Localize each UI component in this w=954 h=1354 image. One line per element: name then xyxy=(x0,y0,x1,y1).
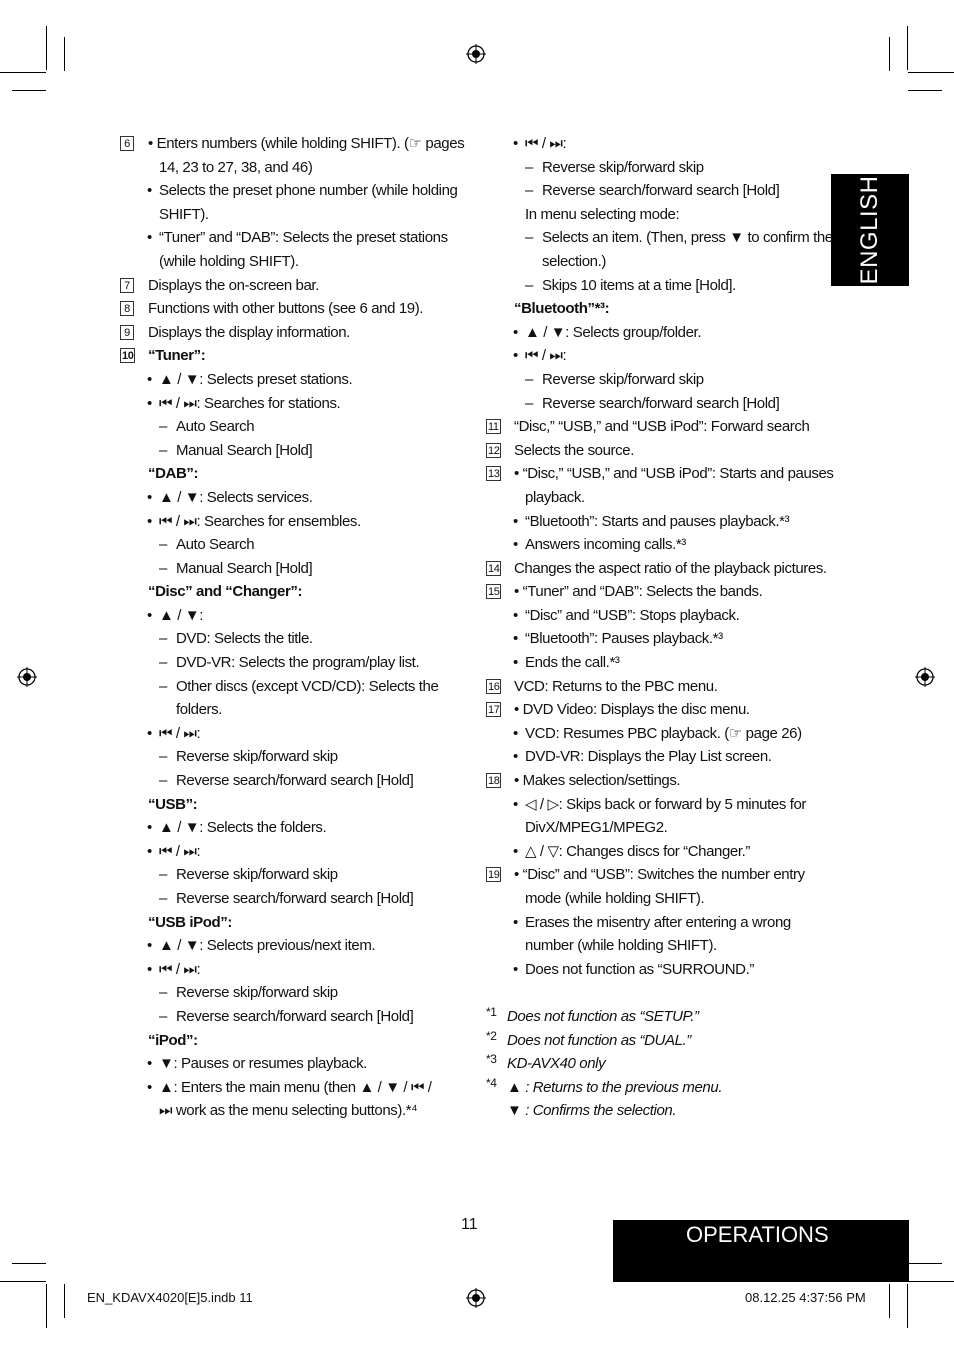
line-text: playback. xyxy=(525,488,585,506)
footer-timestamp: 08.12.25 4:37:56 PM xyxy=(745,1290,866,1305)
text-line xyxy=(486,793,826,817)
text-line xyxy=(120,1052,465,1076)
crop-mark xyxy=(0,72,46,73)
text-line xyxy=(120,934,465,958)
text-line xyxy=(120,1005,465,1029)
text-line xyxy=(120,840,465,864)
text-line xyxy=(486,274,826,298)
text-line xyxy=(120,745,465,769)
line-text: ⏮ / ⏭: xyxy=(525,347,567,365)
line-text: folders. xyxy=(176,701,222,719)
line-text: ▲ / ▼: Selects services. xyxy=(159,488,313,506)
crop-mark xyxy=(907,26,908,70)
text-line xyxy=(486,321,826,345)
text-line xyxy=(486,156,826,180)
line-text: Functions with other buttons (see 6 and 19). xyxy=(148,300,424,318)
text-line xyxy=(486,887,826,911)
text-line xyxy=(120,226,465,250)
page-number: 11 xyxy=(461,1216,478,1233)
text-line xyxy=(486,840,826,864)
text-line xyxy=(486,1052,826,1076)
crop-mark xyxy=(908,90,942,91)
right-column xyxy=(486,132,834,1123)
item-number-box: 14 xyxy=(488,562,500,575)
line-text: Other discs (except VCD/CD): Selects the xyxy=(176,677,439,695)
text-line xyxy=(486,533,826,557)
line-text: In menu selecting mode: xyxy=(525,205,680,223)
text-line xyxy=(486,722,826,746)
line-text: Selects the preset phone number (while holding xyxy=(159,182,458,200)
item-number-box: 12 xyxy=(488,444,500,457)
text-line xyxy=(486,297,826,321)
text-line xyxy=(120,486,465,510)
text-line xyxy=(120,1029,465,1053)
footnote-marker: *1 xyxy=(486,1004,497,1019)
left-column xyxy=(120,132,465,1123)
line-text: “Disc” and “Changer”: xyxy=(148,583,303,601)
text-line xyxy=(486,627,826,651)
text-line xyxy=(120,911,465,935)
line-text: Does not function as “DUAL.” xyxy=(507,1031,691,1049)
text-line xyxy=(486,1099,826,1123)
text-line xyxy=(120,462,465,486)
line-text: SHIFT). xyxy=(159,205,209,223)
line-text: “USB iPod”: xyxy=(148,913,232,931)
line-text: ▲ : Returns to the previous menu. xyxy=(507,1078,723,1096)
line-text: KD-AVX40 only xyxy=(507,1055,606,1073)
registration-mark-icon xyxy=(466,1288,486,1308)
crop-mark xyxy=(64,37,65,71)
line-text: △ / ▽: Changes discs for “Changer.” xyxy=(525,842,751,860)
line-text: Displays the on-screen bar. xyxy=(148,276,319,294)
text-line xyxy=(486,486,826,510)
line-text: “Bluetooth”: Pauses playback.*³ xyxy=(525,630,723,648)
text-line xyxy=(120,344,465,368)
line-text: “Bluetooth”*³: xyxy=(514,300,610,318)
text-line xyxy=(486,557,826,581)
line-text: • “Disc” and “USB”: Switches the number entry xyxy=(514,866,805,884)
line-text: Answers incoming calls.*³ xyxy=(525,536,686,554)
line-text: • Makes selection/settings. xyxy=(514,772,681,790)
text-line xyxy=(120,958,465,982)
language-tab-label: ENGLISH xyxy=(856,175,883,285)
text-line xyxy=(120,321,465,345)
text-line xyxy=(120,1099,465,1123)
item-number-box: 11 xyxy=(488,421,499,434)
line-text: Manual Search [Hold] xyxy=(176,559,313,577)
text-line xyxy=(486,226,833,250)
line-text: “Disc” and “USB”: Stops playback. xyxy=(525,606,740,624)
text-line xyxy=(120,722,465,746)
text-line xyxy=(120,203,465,227)
line-text: Changes the aspect ratio of the playback pictures. xyxy=(514,559,827,577)
text-line xyxy=(120,604,465,628)
text-line xyxy=(120,392,465,416)
line-text: ▼: Pauses or resumes playback. xyxy=(159,1055,367,1073)
line-text: VCD: Resumes PBC playback. (☞ page 26) xyxy=(525,724,802,742)
text-line xyxy=(120,887,465,911)
crop-mark xyxy=(0,1281,46,1282)
item-number-box: 6 xyxy=(120,136,134,151)
text-line xyxy=(486,863,826,887)
line-text: “Tuner”: xyxy=(148,347,206,365)
text-line xyxy=(486,1076,826,1100)
line-text: “iPod”: xyxy=(148,1031,198,1049)
item-number-box: 9 xyxy=(120,325,134,340)
item-number-box: 18 xyxy=(488,775,500,788)
line-text: Skips 10 items at a time [Hold]. xyxy=(542,276,736,294)
item-number-box: 15 xyxy=(488,586,500,599)
line-text: Reverse search/forward search [Hold] xyxy=(542,182,780,200)
text-line xyxy=(120,510,465,534)
footnote-marker: *2 xyxy=(486,1028,497,1043)
line-text: ▲ / ▼: xyxy=(159,606,203,624)
language-tab xyxy=(831,174,909,286)
crop-mark xyxy=(46,26,47,70)
section-tab-label: OPERATIONS xyxy=(686,1222,829,1247)
text-line xyxy=(486,179,826,203)
footnote-marker: *3 xyxy=(486,1052,497,1067)
text-line xyxy=(486,462,834,486)
text-line xyxy=(120,816,465,840)
line-text: ⏮ / ⏭: Searches for ensembles. xyxy=(159,512,361,530)
line-text: Auto Search xyxy=(176,536,255,554)
text-line xyxy=(486,816,826,840)
line-text: Reverse search/forward search [Hold] xyxy=(176,772,414,790)
text-line xyxy=(486,981,826,1005)
line-text: Selects the source. xyxy=(514,441,634,459)
line-text: ⏮ / ⏭: xyxy=(159,724,201,742)
text-line xyxy=(120,533,465,557)
crop-mark xyxy=(46,1284,47,1328)
text-line xyxy=(486,203,826,227)
text-line xyxy=(486,675,826,699)
item-number-box: 19 xyxy=(488,869,500,882)
text-line xyxy=(120,132,465,156)
text-line xyxy=(120,1076,465,1100)
text-line xyxy=(120,651,465,675)
text-line xyxy=(120,297,465,321)
line-text: Does not function as “SETUP.” xyxy=(507,1007,699,1025)
text-line xyxy=(486,368,826,392)
text-line xyxy=(486,769,826,793)
line-text: “USB”: xyxy=(148,795,198,813)
text-line xyxy=(120,793,465,817)
text-line xyxy=(486,698,826,722)
line-text: 14, 23 to 27, 38, and 46) xyxy=(159,158,313,176)
text-line xyxy=(120,627,465,651)
crop-mark xyxy=(908,1263,942,1264)
line-text: • DVD Video: Displays the disc menu. xyxy=(514,701,750,719)
line-text: “Bluetooth”: Starts and pauses playback.*³ xyxy=(525,512,790,530)
text-line xyxy=(486,1029,826,1053)
line-text: DVD-VR: Displays the Play List screen. xyxy=(525,748,772,766)
line-text: Reverse search/forward search [Hold] xyxy=(176,1007,414,1025)
text-line xyxy=(486,604,826,628)
text-line xyxy=(120,863,465,887)
line-text: Manual Search [Hold] xyxy=(176,441,313,459)
item-number-box: 17 xyxy=(488,704,500,717)
line-text: ◁ / ▷: Skips back or forward by 5 minutes for xyxy=(525,795,807,813)
line-text: Reverse skip/forward skip xyxy=(176,748,338,766)
line-text: ▲ / ▼: Selects preset stations. xyxy=(159,370,353,388)
crop-mark xyxy=(889,1284,890,1318)
line-text: • “Tuner” and “DAB”: Selects the bands. xyxy=(514,583,763,601)
registration-mark-icon xyxy=(17,667,37,687)
footer-file-info: EN_KDAVX4020[E]5.indb 11 xyxy=(87,1290,253,1305)
text-line xyxy=(120,439,465,463)
line-text: ▲ / ▼: Selects previous/next item. xyxy=(159,937,376,955)
item-number-box: 13 xyxy=(488,468,500,481)
footnote-marker: *4 xyxy=(486,1075,497,1090)
item-number-box: 10 xyxy=(122,350,134,363)
text-line xyxy=(486,1005,826,1029)
text-line xyxy=(120,557,465,581)
text-line xyxy=(486,745,826,769)
crop-mark xyxy=(12,1263,46,1264)
text-line xyxy=(120,981,465,1005)
text-line xyxy=(486,580,826,604)
line-text: • “Disc,” “USB,” and “USB iPod”: Starts and pauses xyxy=(514,465,834,483)
line-text: VCD: Returns to the PBC menu. xyxy=(514,677,718,695)
line-text: ⏮ / ⏭: xyxy=(159,960,201,978)
text-line xyxy=(486,911,826,935)
line-text: ⏭ work as the menu selecting buttons).*⁴ xyxy=(159,1102,418,1120)
section-tab xyxy=(613,1220,909,1282)
crop-mark xyxy=(64,1284,65,1318)
item-number-box: 16 xyxy=(488,680,500,693)
line-text: Reverse skip/forward skip xyxy=(542,370,704,388)
text-line xyxy=(486,958,826,982)
line-text: “Tuner” and “DAB”: Selects the preset stations xyxy=(159,229,448,247)
crop-mark xyxy=(12,90,46,91)
line-text: DVD: Selects the title. xyxy=(176,630,313,648)
text-line xyxy=(486,439,826,463)
text-line xyxy=(120,250,465,274)
line-text: ▲: Enters the main menu (then ▲ / ▼ / ⏮ / xyxy=(159,1078,432,1096)
text-line xyxy=(486,415,826,439)
text-line xyxy=(486,934,826,958)
line-text: ⏮ / ⏭: Searches for stations. xyxy=(159,394,341,412)
line-text: Selects an item. (Then, press ▼ to confirm the xyxy=(542,229,833,247)
text-line xyxy=(120,698,465,722)
item-number-box: 7 xyxy=(120,278,134,293)
line-text: Reverse search/forward search [Hold] xyxy=(542,394,780,412)
text-line xyxy=(120,274,465,298)
line-text: ⏮ / ⏭: xyxy=(159,842,201,860)
text-line xyxy=(120,675,465,699)
line-text: ▼ : Confirms the selection. xyxy=(507,1102,677,1120)
registration-mark-icon xyxy=(915,667,935,687)
line-text: mode (while holding SHIFT). xyxy=(525,890,705,907)
text-line xyxy=(486,392,826,416)
crop-mark xyxy=(889,37,890,71)
line-text: number (while holding SHIFT). xyxy=(525,937,717,955)
line-text: Does not function as “SURROUND.” xyxy=(525,960,754,978)
line-text: Erases the misentry after entering a wrong xyxy=(525,913,791,931)
text-line xyxy=(120,769,465,793)
line-text: ▲ / ▼: Selects the folders. xyxy=(159,819,327,837)
line-text: ▲ / ▼: Selects group/folder. xyxy=(525,323,702,341)
line-text: ⏮ / ⏭: xyxy=(525,135,567,152)
line-text: Ends the call.*³ xyxy=(525,654,620,672)
text-line xyxy=(120,179,465,203)
text-line xyxy=(120,368,465,392)
line-text: DivX/MPEG1/MPEG2. xyxy=(525,819,668,837)
line-text: selection.) xyxy=(542,252,606,270)
text-line xyxy=(486,510,826,534)
line-text: Reverse skip/forward skip xyxy=(542,158,704,176)
crop-mark xyxy=(907,1284,908,1328)
line-text: Reverse search/forward search [Hold] xyxy=(176,890,414,907)
crop-mark xyxy=(908,72,954,73)
registration-mark-icon xyxy=(466,44,486,64)
line-text: Reverse skip/forward skip xyxy=(176,984,338,1002)
item-number-box: 8 xyxy=(120,301,134,316)
text-line xyxy=(120,156,465,180)
line-text: DVD-VR: Selects the program/play list. xyxy=(176,654,420,672)
text-line xyxy=(486,132,826,156)
line-text: (while holding SHIFT). xyxy=(159,252,299,270)
line-text: “Disc,” “USB,” and “USB iPod”: Forward search xyxy=(514,418,810,436)
text-line xyxy=(486,344,826,368)
text-line xyxy=(486,651,826,675)
line-text: Reverse skip/forward skip xyxy=(176,866,338,884)
line-text: Displays the display information. xyxy=(148,323,350,341)
line-text: Auto Search xyxy=(176,418,255,436)
text-line xyxy=(486,250,826,274)
text-line xyxy=(120,580,465,604)
line-text: • Enters numbers (while holding SHIFT). (☞ pages xyxy=(148,135,465,152)
crop-mark xyxy=(908,1281,954,1282)
text-line xyxy=(120,415,465,439)
line-text: “DAB”: xyxy=(148,465,199,483)
